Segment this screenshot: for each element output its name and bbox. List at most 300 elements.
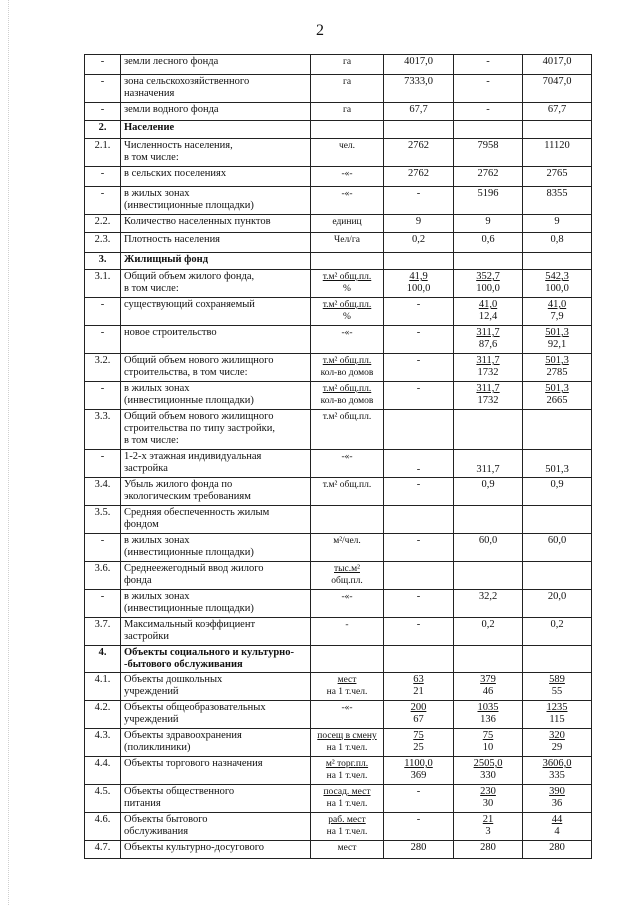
cell-line: 136 [480, 714, 496, 725]
value-v2 [454, 562, 523, 590]
scan-edge [8, 0, 9, 905]
cell-line: на 1 т.чел. [326, 771, 368, 781]
cell-line: 55 [551, 686, 563, 697]
unit [311, 534, 384, 562]
row-number: 2.1. [85, 139, 121, 167]
value-v2 [454, 103, 523, 121]
row-number: - [85, 382, 121, 410]
cell-line: 369 [410, 770, 427, 781]
unit [311, 841, 384, 859]
unit [311, 785, 384, 813]
indicator-name [121, 590, 311, 618]
table-row [85, 506, 592, 534]
cell-line: 1100,0 [404, 758, 433, 769]
indicator-name [121, 673, 311, 701]
value-v2 [454, 270, 523, 298]
cell-line: 501,3 [545, 464, 569, 475]
value-v1 [384, 121, 454, 139]
unit [311, 450, 384, 478]
cell-line: 41,0 [547, 299, 567, 310]
cell-line: фонда [124, 575, 152, 586]
indicator-name [121, 534, 311, 562]
cell-line: - [416, 619, 421, 630]
cell-line: 100,0 [545, 283, 569, 294]
indicator-name [121, 410, 311, 450]
value-v3 [523, 673, 592, 701]
value-v1 [384, 298, 454, 326]
cell-line: 3606,0 [542, 758, 572, 769]
table-row [85, 253, 592, 270]
cell-line: -«- [341, 592, 353, 602]
cell-line: в сельских поселениях [124, 168, 227, 179]
table-row [85, 215, 592, 233]
table-row [85, 139, 592, 167]
cell-line: питания [124, 798, 161, 809]
value-v2 [454, 215, 523, 233]
cell-line: в жилых зонах [124, 591, 190, 602]
cell-line: мест [337, 675, 357, 685]
cell-line: 7,9 [550, 311, 564, 322]
cell-line: -«- [341, 169, 353, 179]
row-number: 4. [85, 646, 121, 673]
table-row [85, 410, 592, 450]
cell-line: % [343, 312, 351, 322]
indicator-name [121, 506, 311, 534]
value-v2 [454, 729, 523, 757]
indicator-name [121, 187, 311, 215]
table-row [85, 813, 592, 841]
unit [311, 233, 384, 253]
cell-line: Объекты социального и культурно- [124, 647, 294, 658]
cell-line: кол-во домов [320, 368, 374, 378]
cell-line: т.м² общ.пл. [322, 384, 372, 394]
cell-line: % [343, 284, 351, 294]
table-row [85, 233, 592, 253]
value-v1 [384, 187, 454, 215]
cell-line: Объекты здравоохранения [124, 730, 242, 741]
value-v3 [523, 841, 592, 859]
unit [311, 253, 384, 270]
cell-line: в том числе: [124, 435, 179, 446]
cell-line: кол-во домов [320, 396, 374, 406]
value-v3 [523, 326, 592, 354]
cell-line: 2765 [546, 168, 568, 179]
row-number: 3.6. [85, 562, 121, 590]
value-v3 [523, 139, 592, 167]
cell-line: в жилых зонах [124, 383, 190, 394]
value-v2 [454, 785, 523, 813]
value-v2 [454, 506, 523, 534]
cell-line: 1732 [477, 395, 499, 406]
cell-line: 0,2 [411, 234, 426, 245]
cell-line: т.м² общ.пл. [322, 272, 372, 282]
cell-line: 7047,0 [542, 76, 572, 87]
cell-line: 100,0 [406, 283, 431, 294]
unit [311, 590, 384, 618]
table-row [85, 478, 592, 506]
value-v1 [384, 562, 454, 590]
cell-line: Количество населенных пунктов [124, 216, 271, 227]
row-number: 4.6. [85, 813, 121, 841]
cell-line: зона сельскохозяйственного [124, 76, 250, 87]
cell-line: т.м² общ.пл. [322, 480, 372, 490]
cell-line: фондом [124, 519, 159, 530]
cell-line: 10 [482, 742, 494, 753]
unit [311, 506, 384, 534]
value-v2 [454, 813, 523, 841]
cell-line: т.м² общ.пл. [322, 300, 372, 310]
cell-line: 32,2 [478, 591, 498, 602]
value-v3 [523, 55, 592, 75]
cell-line: 501,3 [545, 327, 569, 338]
unit [311, 215, 384, 233]
cell-line: - [416, 591, 421, 602]
cell-line: Убыль жилого фонда по [124, 479, 233, 490]
table-row [85, 326, 592, 354]
value-v1 [384, 410, 454, 450]
value-v2 [454, 233, 523, 253]
cell-line: 2762 [408, 168, 429, 179]
value-v1 [384, 478, 454, 506]
value-v2 [454, 187, 523, 215]
cell-line: 2665 [546, 395, 568, 406]
cell-line: земли лесного фонда [124, 56, 219, 67]
page-number: 2 [316, 22, 324, 39]
cell-line: 20,0 [547, 591, 567, 602]
indicator-name [121, 785, 311, 813]
row-number: - [85, 590, 121, 618]
cell-line: 9 [554, 216, 560, 227]
cell-line: -бытового обслуживания [124, 659, 243, 670]
cell-line: 3 [485, 826, 491, 837]
cell-line: 30 [482, 798, 494, 809]
cell-line: 0,6 [481, 234, 495, 245]
cell-line: на 1 т.чел. [326, 827, 368, 837]
row-number: 4.2. [85, 701, 121, 729]
table-row [85, 103, 592, 121]
indicator-name [121, 167, 311, 187]
cell-line: Население [124, 122, 175, 133]
row-number: - [85, 298, 121, 326]
unit [311, 618, 384, 646]
value-v3 [523, 75, 592, 103]
value-v1 [384, 506, 454, 534]
cell-line: - [486, 76, 490, 87]
value-v1 [384, 215, 454, 233]
value-v2 [454, 121, 523, 139]
value-v2 [454, 55, 523, 75]
cell-line: Средняя обеспеченность жилым [124, 507, 270, 518]
cell-line: 320 [549, 730, 565, 741]
cell-line: 200 [410, 702, 427, 713]
indicator-name [121, 270, 311, 298]
cell-line: 41,0 [478, 299, 498, 310]
value-v3 [523, 506, 592, 534]
value-v3 [523, 813, 592, 841]
cell-line: - [416, 188, 421, 199]
value-v2 [454, 298, 523, 326]
cell-line: - [345, 620, 349, 630]
value-v1 [384, 103, 454, 121]
value-v2 [454, 382, 523, 410]
unit [311, 813, 384, 841]
cell-line: 115 [549, 714, 565, 725]
cell-line: 4 [554, 826, 560, 837]
value-v2 [454, 326, 523, 354]
value-v3 [523, 450, 592, 478]
cell-line: в жилых зонах [124, 535, 190, 546]
cell-line: Объекты общеобразовательных [124, 702, 266, 713]
cell-line: - [416, 299, 421, 310]
cell-line: (инвестиционные площадки) [124, 395, 254, 406]
table-row [85, 354, 592, 382]
value-v1 [384, 813, 454, 841]
value-v3 [523, 618, 592, 646]
cell-line: 75 [482, 730, 494, 741]
value-v3 [523, 590, 592, 618]
value-v3 [523, 215, 592, 233]
cell-line: существующий сохраняемый [124, 299, 255, 310]
cell-line: - [486, 104, 490, 115]
cell-line: 330 [480, 770, 496, 781]
unit [311, 326, 384, 354]
cell-line: 46 [482, 686, 494, 697]
value-v3 [523, 757, 592, 785]
value-v1 [384, 841, 454, 859]
cell-line: застройки [124, 631, 170, 642]
cell-line: 87,6 [478, 339, 498, 350]
indicator-name [121, 139, 311, 167]
cell-line: учреждений [124, 714, 179, 725]
value-v2 [454, 701, 523, 729]
cell-line: (инвестиционные площадки) [124, 603, 254, 614]
cell-line: Общий объем жилого фонда, [124, 271, 255, 282]
cell-line: 390 [549, 786, 565, 797]
unit [311, 103, 384, 121]
cell-line: Общий объем нового жилищного [124, 355, 274, 366]
cell-line: учреждений [124, 686, 179, 697]
unit [311, 410, 384, 450]
cell-line: 311,7 [476, 383, 500, 394]
cell-line: 100,0 [476, 283, 500, 294]
value-v1 [384, 75, 454, 103]
value-v3 [523, 646, 592, 673]
cell-line: 0,8 [550, 234, 564, 245]
cell-line: 4017,0 [542, 56, 572, 67]
unit [311, 478, 384, 506]
cell-line: Плотность населения [124, 234, 221, 245]
cell-line: 501,3 [545, 355, 569, 366]
cell-line: 60,0 [478, 535, 498, 546]
cell-line: в том числе: [124, 152, 179, 163]
value-v3 [523, 534, 592, 562]
indicator-name [121, 841, 311, 859]
value-v1 [384, 55, 454, 75]
unit [311, 382, 384, 410]
indicator-name [121, 450, 311, 478]
cell-line: -«- [341, 189, 353, 199]
cell-line: га [342, 105, 352, 115]
cell-line: т.м² общ.пл. [322, 412, 372, 422]
cell-line: 67 [413, 714, 424, 725]
unit [311, 75, 384, 103]
cell-line: 501,3 [545, 383, 569, 394]
unit [311, 139, 384, 167]
table-row [85, 450, 592, 478]
value-v1 [384, 701, 454, 729]
cell-line: 11120 [544, 140, 570, 151]
row-number: 3.7. [85, 618, 121, 646]
value-v2 [454, 590, 523, 618]
row-number: 4.5. [85, 785, 121, 813]
cell-line: 9 [415, 216, 422, 227]
unit [311, 562, 384, 590]
cell-line: посещ в смену [317, 731, 377, 741]
indicator-name [121, 75, 311, 103]
table-body [85, 55, 592, 859]
cell-line: 0,2 [481, 619, 495, 630]
indicator-name [121, 646, 311, 673]
value-v3 [523, 121, 592, 139]
cell-line: обслуживания [124, 826, 189, 837]
cell-line: -«- [341, 703, 353, 713]
indicator-name [121, 701, 311, 729]
cell-line: - [416, 786, 421, 797]
value-v2 [454, 478, 523, 506]
cell-line: 1-2-х этажная индивидуальная [124, 451, 262, 462]
value-v3 [523, 729, 592, 757]
table-row [85, 646, 592, 673]
unit [311, 270, 384, 298]
cell-line: Чел/га [334, 235, 360, 245]
value-v2 [454, 534, 523, 562]
cell-line: 2762 [477, 168, 499, 179]
table-row [85, 590, 592, 618]
cell-line: Объекты бытового [124, 814, 208, 825]
row-number: 4.7. [85, 841, 121, 859]
value-v2 [454, 618, 523, 646]
row-number: 4.4. [85, 757, 121, 785]
cell-line: 379 [480, 674, 496, 685]
cell-line: -«- [341, 328, 353, 338]
row-number: 3.2. [85, 354, 121, 382]
table-row [85, 187, 592, 215]
cell-line: на 1 т.чел. [326, 743, 368, 753]
row-number: 2. [85, 121, 121, 139]
cell-line: 311,7 [476, 355, 500, 366]
table-row [85, 729, 592, 757]
indicator-name [121, 326, 311, 354]
cell-line: 1235 [546, 702, 568, 713]
indicator-name [121, 354, 311, 382]
value-v2 [454, 841, 523, 859]
cell-line: Максимальный коэффициент [124, 619, 256, 630]
indicator-name [121, 813, 311, 841]
value-v1 [384, 270, 454, 298]
value-v1 [384, 233, 454, 253]
cell-line: - [486, 56, 490, 67]
cell-line: 352,7 [476, 271, 500, 282]
indicator-name [121, 729, 311, 757]
value-v2 [454, 757, 523, 785]
row-number: 3.3. [85, 410, 121, 450]
cell-line: 75 [413, 730, 424, 741]
cell-line: Общий объем нового жилищного [124, 411, 274, 422]
cell-line: 21 [482, 814, 494, 825]
cell-line: единиц [332, 217, 362, 227]
value-v3 [523, 167, 592, 187]
indicator-name [121, 253, 311, 270]
cell-line: тыс.м² [334, 564, 360, 574]
value-v3 [523, 233, 592, 253]
value-v3 [523, 270, 592, 298]
row-number: 3.4. [85, 478, 121, 506]
unit [311, 757, 384, 785]
indicator-name [121, 757, 311, 785]
table-row [85, 757, 592, 785]
value-v1 [384, 354, 454, 382]
cell-line: 0,9 [481, 479, 495, 490]
cell-line: 2785 [546, 367, 568, 378]
cell-line: 67,7 [409, 104, 428, 115]
table-row [85, 534, 592, 562]
cell-line: га [342, 57, 352, 67]
cell-line: - [416, 814, 421, 825]
unit [311, 673, 384, 701]
cell-line: строительства, в том числе: [124, 367, 248, 378]
row-number: - [85, 55, 121, 75]
row-number: 3. [85, 253, 121, 270]
cell-line: 4017,0 [404, 56, 433, 67]
value-v2 [454, 410, 523, 450]
cell-line: мест [337, 843, 357, 853]
cell-line: в жилых зонах [124, 188, 190, 199]
value-v3 [523, 187, 592, 215]
value-v3 [523, 354, 592, 382]
indicator-name [121, 103, 311, 121]
value-v1 [384, 326, 454, 354]
value-v1 [384, 450, 454, 478]
table-row [85, 121, 592, 139]
row-number: 2.3. [85, 233, 121, 253]
value-v1 [384, 253, 454, 270]
unit [311, 354, 384, 382]
indicator-name [121, 55, 311, 75]
table-row [85, 673, 592, 701]
unit [311, 121, 384, 139]
indicator-name [121, 233, 311, 253]
table-row [85, 55, 592, 75]
table-row [85, 562, 592, 590]
value-v2 [454, 167, 523, 187]
cell-line: 9 [485, 216, 491, 227]
row-number: - [85, 450, 121, 478]
table-row [85, 382, 592, 410]
value-v1 [384, 139, 454, 167]
cell-line: Жилищный фонд [124, 254, 209, 265]
value-v1 [384, 729, 454, 757]
cell-line: 44 [551, 814, 563, 825]
value-v2 [454, 253, 523, 270]
cell-line: га [342, 77, 352, 87]
cell-line: 7333,0 [404, 76, 433, 87]
unit [311, 55, 384, 75]
cell-line: на 1 т.чел. [326, 687, 368, 697]
table-row [85, 841, 592, 859]
row-number: - [85, 534, 121, 562]
cell-line: - [416, 327, 421, 338]
cell-line: 8355 [546, 188, 568, 199]
